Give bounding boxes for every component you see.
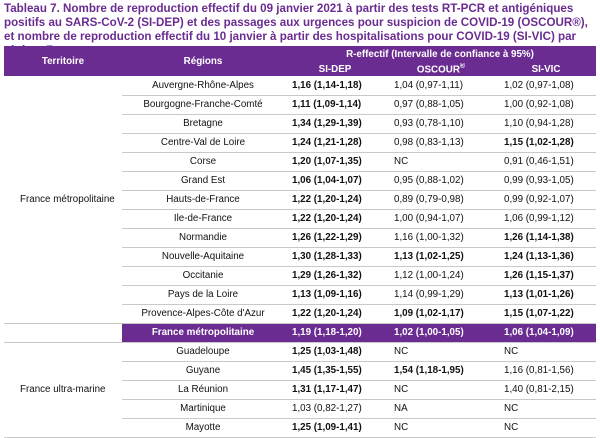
table-header: [4, 46, 596, 76]
header-oscour-sup: ®: [459, 63, 466, 71]
region-name: Occitanie: [122, 266, 284, 285]
table-body: [4, 76, 596, 437]
sidep-value: 1,25 (1,03-1,48): [284, 342, 386, 361]
header-territoire: Territoire: [4, 46, 122, 76]
header-sivic: SI-VIC: [496, 63, 596, 76]
sivic-value: 1,15 (1,02-1,28): [496, 133, 596, 152]
sivic-value: 1,06 (0,99-1,12): [496, 209, 596, 228]
header-oscour: [386, 63, 496, 76]
region-name: Grand Est: [122, 171, 284, 190]
sidep-value: 1,11 (1,09-1,14): [284, 95, 386, 114]
sidep-value: 1,06 (1,04-1,07): [284, 171, 386, 190]
sivic-value: 1,24 (1,13-1,36): [496, 247, 596, 266]
total-row-spacer: [4, 323, 122, 342]
sidep-value: 1,20 (1,07-1,35): [284, 152, 386, 171]
region-name: Nouvelle-Aquitaine: [122, 247, 284, 266]
sivic-value: 1,40 (0,81-2,15): [496, 380, 596, 399]
oscour-value: NC: [386, 418, 496, 437]
region-name: Ile-de-France: [122, 209, 284, 228]
sidep-value: 1,29 (1,26-1,32): [284, 266, 386, 285]
region-name: Bourgogne-Franche-Comté: [122, 95, 284, 114]
sivic-value: 0,99 (0,92-1,07): [496, 190, 596, 209]
header-regions: Régions: [122, 46, 284, 76]
oscour-value: 0,98 (0,83-1,13): [386, 133, 496, 152]
total-region-name: France métropolitaine: [122, 323, 284, 342]
sidep-value: 1,22 (1,20-1,24): [284, 209, 386, 228]
sidep-value: 1,34 (1,29-1,39): [284, 114, 386, 133]
sivic-value: 1,02 (0,97-1,08): [496, 76, 596, 95]
territory-metropole: France métropolitaine: [4, 76, 122, 323]
sivic-value: 1,26 (1,14-1,38): [496, 228, 596, 247]
sivic-value: 1,15 (1,07-1,22): [496, 304, 596, 323]
header-reff: R-effectif (Intervalle de confiance à 95%): [284, 46, 596, 63]
oscour-value: 1,13 (1,02-1,25): [386, 247, 496, 266]
sivic-value: 1,10 (0,94-1,28): [496, 114, 596, 133]
region-name: Guyane: [122, 361, 284, 380]
reff-table: [4, 46, 596, 438]
sivic-value: NC: [496, 399, 596, 418]
region-name: Centre-Val de Loire: [122, 133, 284, 152]
oscour-value: NC: [386, 342, 496, 361]
table-title: Tableau 7. Nombre de reproduction effectif du 09 janvier 2021 à partir des tests RT-PCR et antigéniques positifs au SARS-CoV-2 (SI-DEP) et des passages aux urgences pour suspicion de COVID-19 (OSCOUR®), et nombre de reproduction effectif du 10 janvier à partir des hospitalisations pour COVID-19 (SI-VIC) par région, France: [4, 2, 588, 57]
territory-outremer: France ultra-marine: [4, 342, 122, 437]
region-name: Bretagne: [122, 114, 284, 133]
region-name: Martinique: [122, 399, 284, 418]
region-name: Normandie: [122, 228, 284, 247]
region-name: Hauts-de-France: [122, 190, 284, 209]
table-row: [4, 342, 596, 361]
sivic-value: 1,16 (0,81-1,56): [496, 361, 596, 380]
sidep-value: 1,22 (1,20-1,24): [284, 304, 386, 323]
header-sidep: SI-DEP: [284, 63, 386, 76]
region-name: Corse: [122, 152, 284, 171]
sivic-value: NC: [496, 418, 596, 437]
region-name: La Réunion: [122, 380, 284, 399]
sidep-value: 1,26 (1,22-1,29): [284, 228, 386, 247]
sidep-value: 1,31 (1,17-1,47): [284, 380, 386, 399]
total-row: [4, 323, 596, 342]
oscour-value: 1,00 (0,94-1,07): [386, 209, 496, 228]
oscour-value: 1,12 (1,00-1,24): [386, 266, 496, 285]
oscour-value: 0,97 (0,88-1,05): [386, 95, 496, 114]
header-oscour-label: OSCOUR: [416, 64, 460, 76]
oscour-value: 0,89 (0,79-0,98): [386, 190, 496, 209]
sidep-value: 1,45 (1,35-1,55): [284, 361, 386, 380]
oscour-value: 1,04 (0,97-1,11): [386, 76, 496, 95]
region-name: Auvergne-Rhône-Alpes: [122, 76, 284, 95]
total-oscour-value: 1,02 (1,00-1,05): [386, 323, 496, 342]
oscour-value: NA: [386, 399, 496, 418]
sidep-value: 1,03 (0,82-1,27): [284, 399, 386, 418]
sivic-value: 0,91 (0,46-1,51): [496, 152, 596, 171]
region-name: Guadeloupe: [122, 342, 284, 361]
oscour-value: NC: [386, 380, 496, 399]
oscour-value: 1,14 (0,99-1,29): [386, 285, 496, 304]
table-row: [4, 76, 596, 95]
sivic-value: 1,00 (0,92-1,08): [496, 95, 596, 114]
oscour-value: 0,95 (0,88-1,02): [386, 171, 496, 190]
oscour-value: 1,09 (1,02-1,17): [386, 304, 496, 323]
region-name: Provence-Alpes-Côte d'Azur: [122, 304, 284, 323]
sidep-value: 1,13 (1,09-1,16): [284, 285, 386, 304]
sidep-value: 1,30 (1,28-1,33): [284, 247, 386, 266]
sivic-value: 1,26 (1,15-1,37): [496, 266, 596, 285]
oscour-value: NC: [386, 152, 496, 171]
oscour-value: 1,54 (1,18-1,95): [386, 361, 496, 380]
sidep-value: 1,25 (1,09-1,41): [284, 418, 386, 437]
sivic-value: 1,13 (1,01-1,26): [496, 285, 596, 304]
region-name: Pays de la Loire: [122, 285, 284, 304]
total-sidep-value: 1,19 (1,18-1,20): [284, 323, 386, 342]
sivic-value: 0,99 (0,93-1,05): [496, 171, 596, 190]
region-name: Mayotte: [122, 418, 284, 437]
total-sivic-value: 1,06 (1,04-1,09): [496, 323, 596, 342]
sidep-value: 1,16 (1,14-1,18): [284, 76, 386, 95]
sivic-value: NC: [496, 342, 596, 361]
sidep-value: 1,22 (1,20-1,24): [284, 190, 386, 209]
oscour-value: 0,93 (0,78-1,10): [386, 114, 496, 133]
sidep-value: 1,24 (1,21-1,28): [284, 133, 386, 152]
oscour-value: 1,16 (1,00-1,32): [386, 228, 496, 247]
